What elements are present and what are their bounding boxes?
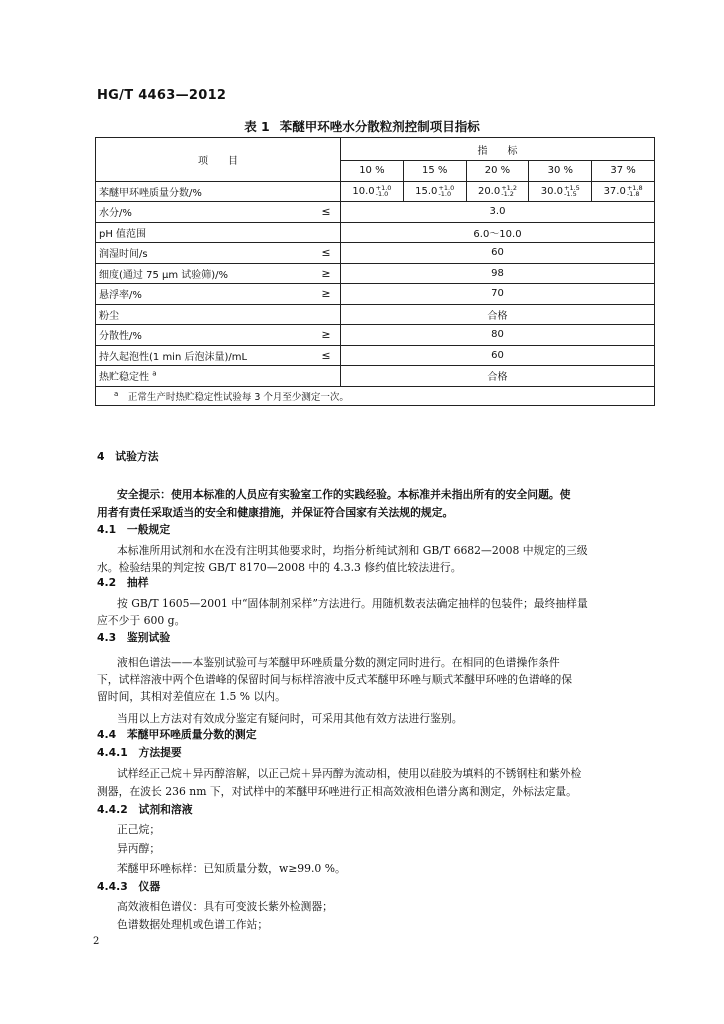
level-header: 30 % xyxy=(529,161,592,182)
row-label: 持久起泡性(1 min 后泡沫量)/mL xyxy=(96,345,313,366)
comparator: ≤ xyxy=(312,202,341,223)
row-label: 悬浮率/% xyxy=(96,284,313,305)
row-value: 70 xyxy=(341,284,655,305)
level-header: 15 % xyxy=(403,161,466,182)
row-value: 80 xyxy=(341,325,655,346)
row-label: 细度(通过 75 μm 试验筛)/% xyxy=(96,263,313,284)
list-item: 色谱数据处理机或色谱工作站； xyxy=(117,918,269,931)
spec-table xyxy=(95,137,655,406)
col-header-item: 项 目 xyxy=(96,138,341,182)
level-header: 10 % xyxy=(341,161,404,182)
row-value: 60 xyxy=(341,243,655,264)
content-cell: 30.0+1.5 -1.5 xyxy=(529,181,592,202)
comparator xyxy=(312,222,341,243)
row-value: 6.0～10.0 xyxy=(341,222,655,243)
section-heading: 4.4.1 方法提要 xyxy=(97,746,182,759)
level-header: 20 % xyxy=(466,161,529,182)
section-heading: 4.2 抽样 xyxy=(97,576,149,589)
row-value: 合格 xyxy=(341,304,655,325)
content-cell: 20.0+1.2 -1.2 xyxy=(466,181,529,202)
section-heading: 4 试验方法 xyxy=(97,450,159,463)
paragraph-line: 试样经正己烷＋异丙醇溶解，以正己烷＋异丙醇为流动相，使用以硅胶为填料的不锈钢柱和紫外检 xyxy=(117,767,582,780)
row-label: 粉尘 xyxy=(96,304,313,325)
paragraph-line: 水。检验结果的判定按 GB/T 8170—2008 中的 4.3.3 修约值比较法进行。 xyxy=(97,561,462,574)
paragraph-line: 应不少于 600 g。 xyxy=(97,614,186,627)
list-item: 高效液相色谱仪：具有可变波长紫外检测器； xyxy=(117,900,333,913)
comparator xyxy=(312,366,341,387)
page-number: 2 xyxy=(93,936,100,947)
section-heading: 4.4.3 仪器 xyxy=(97,880,161,893)
content-cell: 37.0+1.8 -1.8 xyxy=(592,181,655,202)
table-caption xyxy=(0,117,724,135)
col-header-index: 指 标 xyxy=(341,138,655,161)
section-heading: 4.3 鉴别试验 xyxy=(97,631,171,644)
footnote-marker: a xyxy=(152,369,157,378)
section-heading: 4.4 苯醚甲环唑质量分数的测定 xyxy=(97,728,257,741)
section-heading: 4.1 一般规定 xyxy=(97,523,171,536)
comparator xyxy=(312,304,341,325)
comparator: ≥ xyxy=(312,284,341,305)
standard-number: HG/T 4463—2012 xyxy=(97,88,227,103)
paragraph-line: 当用以上方法对有效成分鉴定有疑问时，可采用其他有效方法进行鉴别。 xyxy=(117,712,463,725)
comparator: ≤ xyxy=(312,345,341,366)
row-value: 合格 xyxy=(341,366,655,387)
content-cell: 10.0+1.0 -1.0 xyxy=(341,181,404,202)
comparator: ≥ xyxy=(312,325,341,346)
level-header: 37 % xyxy=(592,161,655,182)
safety-note: 安全提示：使用本标准的人员应有实验室工作的实践经验。本标准并未指出所有的安全问题。使 xyxy=(117,488,571,501)
row-value: 60 xyxy=(341,345,655,366)
row-label: 分散性/% xyxy=(96,325,313,346)
row-label: 润湿时间/s xyxy=(96,243,313,264)
row-value: 98 xyxy=(341,263,655,284)
table-number: 表 1 xyxy=(244,119,270,134)
paragraph-line: 本标准所用试剂和水在没有注明其他要求时，均指分析纯试剂和 GB/T 6682—2008 中规定的三级 xyxy=(117,544,588,557)
row-label: 苯醚甲环唑质量分数/% xyxy=(96,181,341,202)
row-label: 水分/% xyxy=(96,202,313,223)
list-item: 异丙醇； xyxy=(117,842,161,855)
table-title: 苯醚甲环唑水分散粒剂控制项目指标 xyxy=(279,119,480,134)
row-label: 热贮稳定性 $^a$ xyxy=(96,366,313,387)
content-cell: 15.0+1.0 -1.0 xyxy=(403,181,466,202)
row-value: 3.0 xyxy=(341,202,655,223)
table-footnote: $^a$ 正常生产时热贮稳定性试验每 3 个月至少测定一次。 xyxy=(96,386,655,405)
comparator: ≤ xyxy=(312,243,341,264)
comparator: ≥ xyxy=(312,263,341,284)
paragraph-line: 下，试样溶液中两个色谱峰的保留时间与标样溶液中反式苯醚甲环唑与顺式苯醚甲环唑的色谱峰的保 xyxy=(97,673,573,686)
paragraph-line: 测器，在波长 236 nm 下，对试样中的苯醚甲环唑进行正相高效液相色谱分离和测定，外标法定量。 xyxy=(97,785,577,798)
row-label: pH 值范围 xyxy=(96,222,313,243)
paragraph-line: 按 GB/T 1605—2001 中“固体制剂采样”方法进行。用随机数表法确定抽样的包装件；最终抽样量 xyxy=(117,597,588,610)
list-item: 苯醚甲环唑标样：已知质量分数，w≥99.0 %。 xyxy=(117,862,346,875)
list-item: 正己烷； xyxy=(117,823,161,836)
section-heading: 4.4.2 试剂和溶液 xyxy=(97,803,193,816)
safety-note: 用者有责任采取适当的安全和健康措施，并保证符合国家有关法规的规定。 xyxy=(97,506,454,519)
paragraph-line: 液相色谱法——本鉴别试验可与苯醚甲环唑质量分数的测定同时进行。在相同的色谱操作条件 xyxy=(117,656,560,669)
paragraph-line: 留时间，其相对差值应在 1.5 % 以内。 xyxy=(97,690,286,703)
